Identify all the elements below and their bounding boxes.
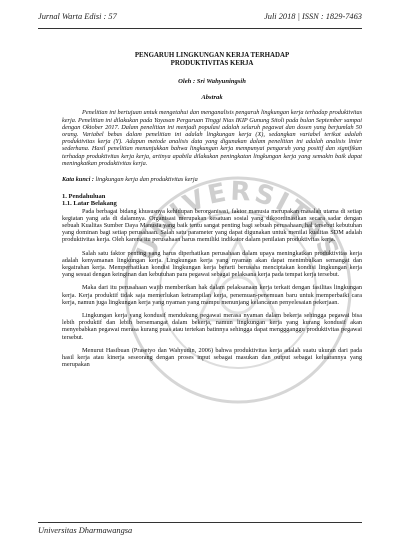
keywords-label: Kata kunci : [62,176,94,184]
subsection-heading: 1.1. Latar Belakang [62,200,117,208]
journal-name: Jurnal Warta Edisi : 57 [38,12,117,21]
keywords-line [62,176,362,183]
paragraph-2: Salah satu faktor penting yang harus diperhatikan perusahaan dalam upaya meningkatkan produktivitas kerja adalah kenyamanan lingkungan kerja. Lingkungan kerja yang nyaman akan dapat menimbulkan semangat dan kegairahan kerja. Memperhatikan kondisi lingkungan kerja berarti berusaha menciptakan kondisi lingkungan kerja yang sesuai dengan keinginan dan kebutuhan para pegawai sebagai pelaksana kerja pada tempat kerja tersebut. [62,249,362,279]
abstract-heading: Abstrak [201,94,223,102]
abstract-text: Penelitian ini bertujuan untuk mengetahui dan menganalisis pengaruh lingkungan kerja terhadap produktivitas kerja. Penelitian ini dilakukan pada Yayasan Perguruan Tinggi Nias IKIP Gunung Sitoli pada bulan September sampai dengan Oktober 2017. Dalam penelitian ini menjadi populasi adalah seluruh pegawai dan dosen yang berjumlah 50 orang. Variabel bebas dalam penelitian ini adalah lingkungan kerja (X), sedangkan variabel terikat adalah produktivitas kerja (Y). Adapun metode analisis data yang digunakan dalam penelitian ini adalah analisis linier sederhana. Hasil penelitian menunjukkan bahwa lingkungan kerja mempunyai pengaruh yang positif dan signifikan terhadap produktivitas kerja kerja, artinya apabila dilakukan peningkatan lingkungan kerja yang semakin baik dapat meningkatkan produktivitas kerja. [62,109,362,167]
paragraph-5: Menurut Hasibuan (Prasetyo dan Wahyudin, 2006) bahwa produktivitas kerja adalah suatu ukuran dari pada hasil kerja atau kinerja seseorang dengan proses input sebagai masukan dan output sebagai keluarannya yang merupakan [62,346,362,369]
paragraph-1: Pada berbagai bidang khususnya kehidupan berorganisasi, faktor manusia merupakan masalah utama di setiap kegiatan yang ada di dalamnya. Organisasi merupakan kesatuan sosial yang dikoordinasikan secara sadar dengan sebuah Kualitas Sumber Daya Manusia yang baik tentu sangat penting bagi sebuah perusahaan, hal tersebut kebutuhan yang dominan bagi setiap perusahaan. Salah satu parameter yang dapat digunakan untuk menilai kualitas SDM adalah produktivitas kerja. Oleh karena itu perusahaan harus memiliki indikator dalam penilaian produktivitas kerja. [62,207,362,244]
footer-rule [38,522,362,523]
issue-info: Juli 2018 | ISSN : 1829-7463 [264,12,362,21]
section-heading: 1. Pendahuluan [62,193,106,201]
article-body [62,52,362,369]
footer-institution: Universitas Dharmawangsa [38,526,133,535]
title-line-1: PENGARUH LINGKUNGAN KERJA TERHADAP [134,52,290,59]
paragraph-3: Maka dari itu perusahaan wajib memberikan hak dalam pelaksanaan kerja terkait dengan fasilitas lingkungan kerja. Kerja produktif tidak saja memerlukan ketrampilan kerja, penemuan-penemuan baru untuk memperbaiki cara kerja, namun juga lingkungan kerja yang nyaman yang mampu menunjang kelancaran penyelesaian pekerjaan. [62,284,362,306]
running-header [38,12,362,26]
paragraph-4: Lingkungan kerja yang kondusif mendukung pegawai merasa nyaman dalam bekerja sehingga pegawai bisa lebih produktif dan lebih bersemangat dalam bekerja, namun lingkungan kerja yang kurang kondusif akan menyebabkan pegawai merasa kurang puas atau tertekan batinnya sehingga dapat menggganggu produktivitas pegawai tersebut. [62,312,362,341]
keywords-text: lingkungan kerja dan produktivitas kerja [93,176,198,184]
article-title [62,52,362,68]
title-line-2: PRODUKTIVITAS KERJA [170,60,254,67]
author-line: Oleh : Sri Wahyuningsih [178,78,246,85]
watermark-text: UNIVERSITAS [130,176,346,266]
header-rule [38,28,362,29]
